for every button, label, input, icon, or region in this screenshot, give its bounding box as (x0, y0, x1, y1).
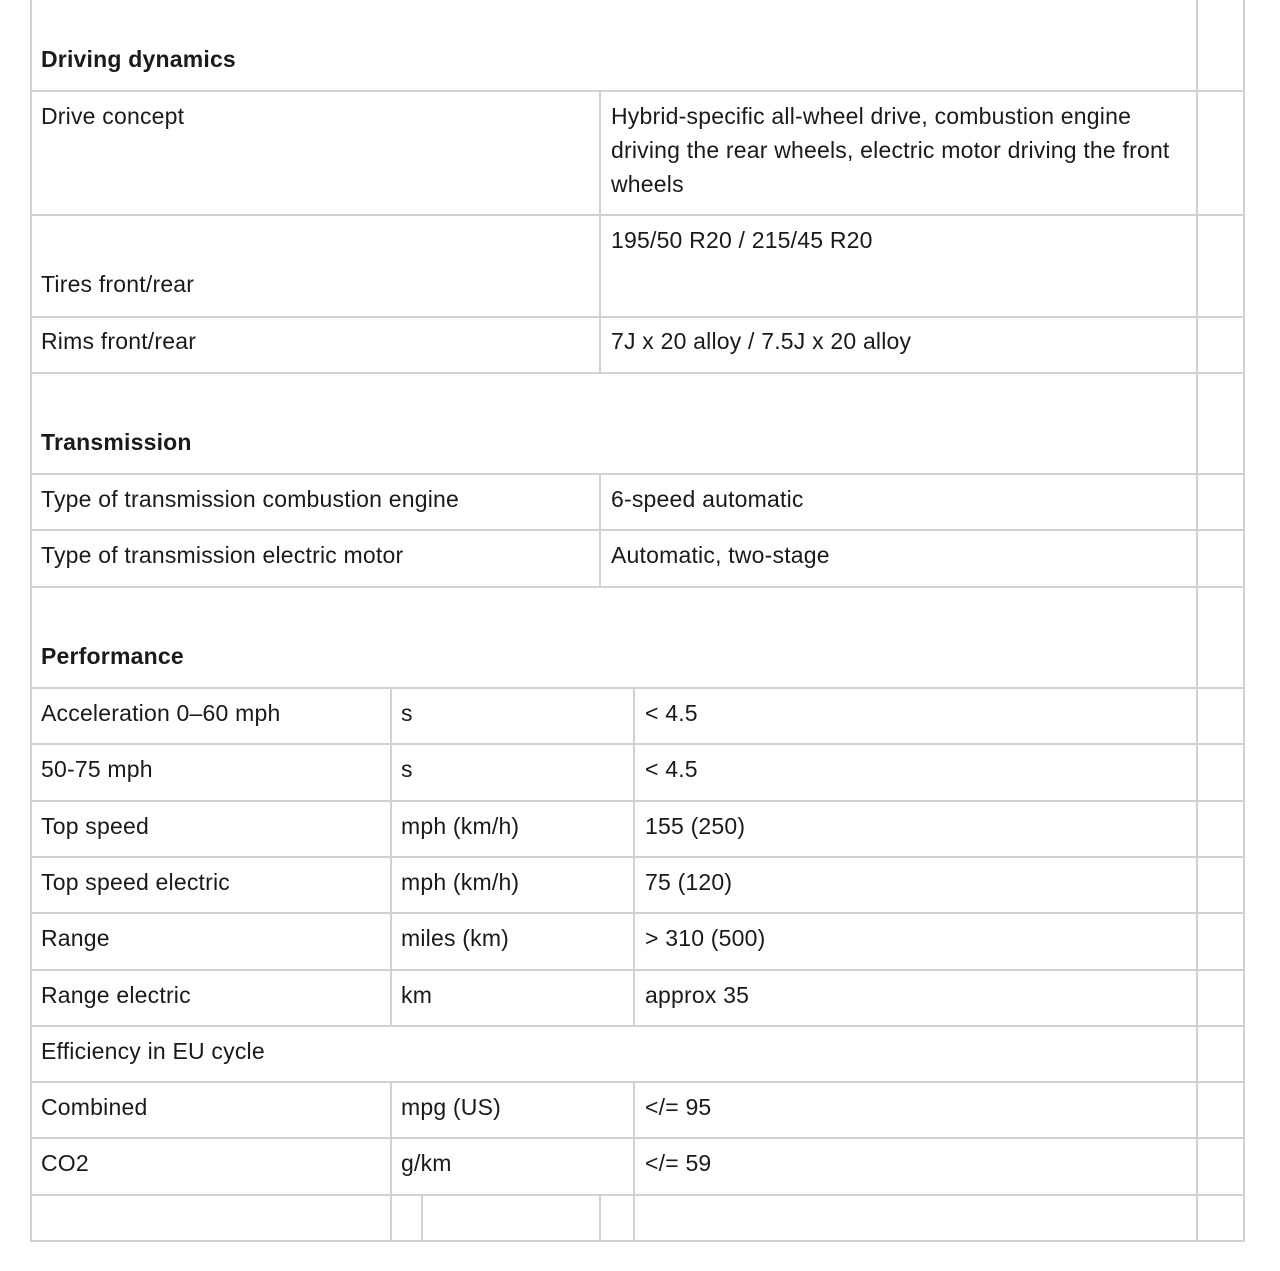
table-column-divider (1196, 0, 1198, 1242)
spec-value: 195/50 R20 / 215/45 R20 (611, 227, 873, 253)
spec-value: < 4.5 (645, 700, 698, 726)
spec-value: Hybrid-specific all-wheel drive, combustion engine driving the rear wheels, electric motor driving the front wheels (611, 103, 1170, 197)
table-row-divider (30, 912, 1245, 914)
spec-label: Rims front/rear (41, 328, 197, 354)
spec-label: Top speed electric (41, 869, 230, 895)
section-heading-transmission: Transmission (41, 429, 192, 455)
spec-label: Type of transmission electric motor (41, 542, 404, 568)
spec-unit: s (401, 700, 413, 726)
spec-label: Drive concept (41, 103, 185, 129)
table-column-divider (633, 1082, 635, 1242)
spec-value: < 4.5 (645, 756, 698, 782)
spec-unit: mpg (US) (401, 1094, 502, 1120)
spec-value: Automatic, two-stage (611, 542, 830, 568)
table-row-divider (30, 1081, 1245, 1083)
spec-value: </= 95 (645, 1094, 712, 1120)
table-row-divider (30, 969, 1245, 971)
spec-label: Type of transmission combustion engine (41, 486, 459, 512)
spec-label: Range electric (41, 982, 191, 1008)
spec-label: Acceleration 0–60 mph (41, 700, 281, 726)
table-row-divider (30, 1137, 1245, 1139)
spec-unit: miles (km) (401, 925, 510, 951)
table-row-divider (30, 473, 1245, 475)
table-row-divider (30, 800, 1245, 802)
spec-value: 155 (250) (645, 813, 746, 839)
spec-unit: mph (km/h) (401, 813, 520, 839)
table-row-divider (30, 687, 1245, 689)
spec-value: 6-speed automatic (611, 486, 804, 512)
table-row-divider (30, 214, 1245, 216)
table-row-divider (30, 743, 1245, 745)
table-row-divider (30, 856, 1245, 858)
spec-unit: km (401, 982, 433, 1008)
table-column-divider (421, 1194, 423, 1242)
section-heading-performance: Performance (41, 643, 184, 669)
table-column-divider (599, 1194, 601, 1242)
spec-unit: s (401, 756, 413, 782)
spec-value: 7J x 20 alloy / 7.5J x 20 alloy (611, 328, 912, 354)
table-border-bottom (30, 1240, 1245, 1242)
spec-unit: mph (km/h) (401, 869, 520, 895)
table-row-divider (30, 586, 1245, 588)
table-row-divider (30, 316, 1245, 318)
table-column-divider (390, 1082, 392, 1242)
table-border-right (1243, 0, 1245, 1242)
spec-unit: g/km (401, 1150, 452, 1176)
table-row-divider (30, 529, 1245, 531)
spec-label: Top speed (41, 813, 149, 839)
spec-label: Range (41, 925, 110, 951)
spec-value: 75 (120) (645, 869, 733, 895)
spec-value: > 310 (500) (645, 925, 766, 951)
spec-label: CO2 (41, 1150, 89, 1176)
spec-label: 50-75 mph (41, 756, 153, 782)
table-row-divider (30, 90, 1245, 92)
table-column-divider (599, 91, 601, 373)
spec-label: Combined (41, 1094, 148, 1120)
spec-label: Tires front/rear (41, 271, 195, 297)
table-row-divider (30, 1194, 1245, 1196)
spec-value: </= 59 (645, 1150, 712, 1176)
table-border-left (30, 0, 32, 1242)
table-row-divider (30, 372, 1245, 374)
table-row-divider (30, 1025, 1245, 1027)
section-heading-driving-dynamics: Driving dynamics (41, 46, 236, 72)
section-subheading-efficiency: Efficiency in EU cycle (41, 1038, 265, 1064)
spec-value: approx 35 (645, 982, 750, 1008)
